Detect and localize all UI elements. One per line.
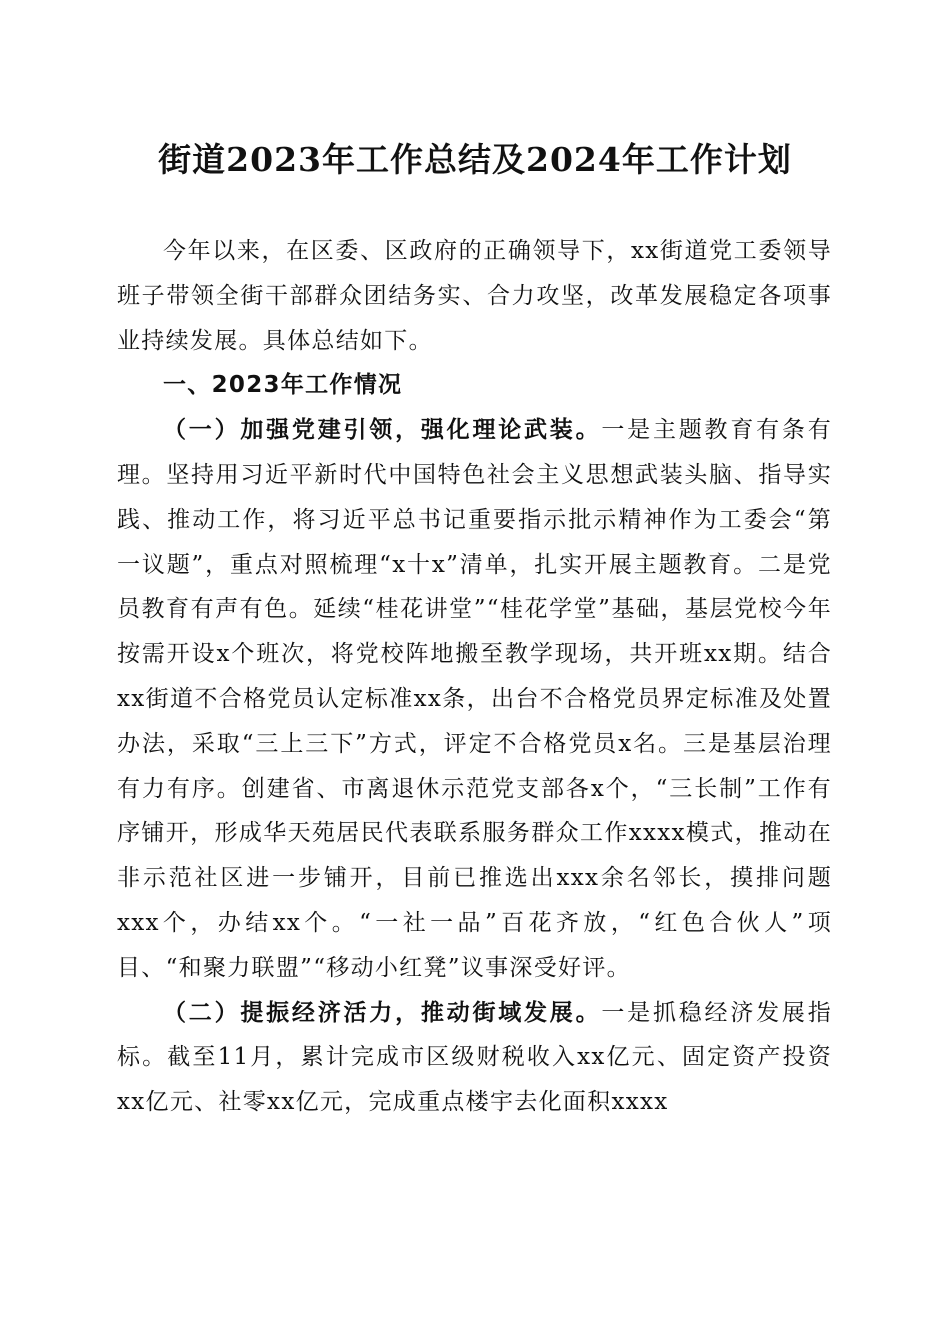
paragraph-party-building — [117, 408, 832, 990]
paragraph-lead: （二）提振经济活力，推动街域发展。 — [163, 998, 602, 1026]
intro-paragraph: 今年以来，在区委、区政府的正确领导下，xx街道党工委领导班子带领全街干部群众团结务实、合力攻坚，改革发展稳定各项事业持续发展。具体总结如下。 — [117, 238, 832, 354]
section-heading: 一、2023年工作情况 — [163, 372, 403, 399]
paragraph-lead: （一）加强党建引领，强化理论武装。 — [163, 416, 602, 444]
document-body — [117, 229, 832, 1125]
document-title: 街道2023年工作总结及2024年工作计划 — [158, 140, 792, 179]
paragraph-text: 一是抓稳经济发展指标。截至11月，累计完成市区级财税收入xx亿元、固定资产投资xx亿元、社零xx亿元，完成重点楼宇去化面积xxxx — [117, 999, 832, 1116]
paragraph-economy — [117, 991, 832, 1125]
paragraph-text: 一是主题教育有条有理。坚持用习近平新时代中国特色社会主义思想武装头脑、指导实践、推动工作，将习近平总书记重要指示批示精神作为工委会“第一议题”，重点对照梳理“x十x”清单，扎实开展主题教育。二是党员教育有声有色。延续“桂花讲堂”“桂花学堂”基础，基层党校今年按需开设x个班次，将党校阵地搬至教学现场，共开班xx期。结合xx街道不合格党员认定标准xx条，出台不合格党员界定标准及处置办法，采取“三上三下”方式，评定不合格党员x名。三是基层治理有力有序。创建省、市离退休示范党支部各x个，“三长制”工作有序铺开，形成华天苑居民代表联系服务群众工作xxxx模式，推动在非示范社区进一步铺开，目前已推选出xxx余名邻长，摸排问题xxx个，办结xx个。“一社一品”百花齐放，“红色合伙人”项目、“和聚力联盟”“移动小红凳”议事深受好评。 — [117, 417, 832, 981]
